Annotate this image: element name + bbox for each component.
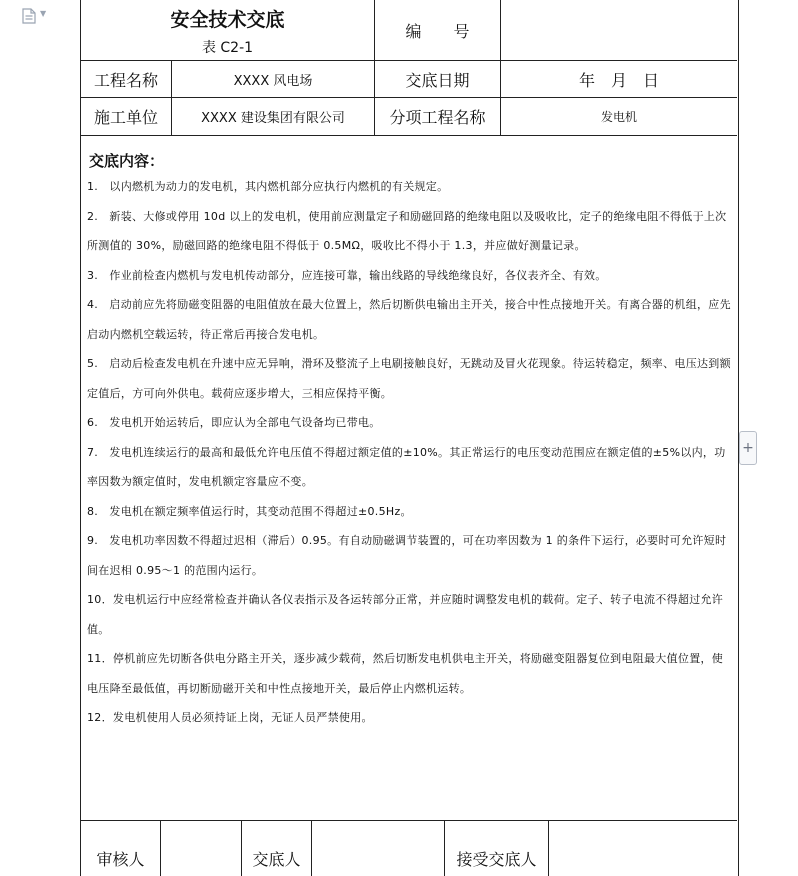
receiver-label: 接受交底人 [456,849,537,869]
number-value[interactable] [501,0,737,60]
content-item: 5. 启动后检查发电机在升速中应无异响，滑环及整流子上电刷接触良好，无跳动及冒火花现象。待运转稳定，频率、电压达到额定值后，方可向外供电。载荷应逐步增大，三相应保持平衡。 [87,357,731,400]
content-item: 12．发电机使用人员必须持证上岗，无证人员严禁使用。 [87,711,373,724]
content-heading: 交底内容： [89,152,165,170]
content-item: 10．发电机运行中应经常检查并确认各仪表指示及各运转部分正常，并应随时调整发电机的载荷。定子、转子电流不得超过允许值。 [87,593,724,636]
subproject-value[interactable]: 发电机 [600,110,637,124]
content-item: 6. 发电机开始运转后，即应认为全部电气设备均已带电。 [87,416,381,429]
contractor-label: 施工单位 [93,108,158,127]
content-item: 1. 以内燃机为动力的发电机，其内燃机部分应执行内燃机的有关规定。 [87,180,449,193]
row-divider [80,820,737,821]
project-name-label: 工程名称 [93,70,158,90]
number-label: 编 号 [405,21,470,41]
form-code: 表 C2-1 [201,40,254,56]
project-name-value[interactable]: XXXX 风电场 [233,73,313,89]
content-item: 2. 新装、大修或停用 10d 以上的发电机，使用前应测量定子和励磁回路的绝缘电阻以及吸收比，定子的绝缘电阻不得低于上次所测值的 30%，励磁回路的绝缘电阻不得低于 0.5MΩ，吸收比不得小于 1.3，并应做好测量记录。 [87,209,727,252]
expand-panel-button[interactable]: + [739,431,757,465]
content-item: 8. 发电机在额定频率值运行时，其变动范围不得超过±0.5Hz。 [87,504,412,518]
content-item: 3. 作业前检查内燃机与发电机传动部分，应连接可靠，输出线路的导线绝缘良好，各仪表齐全、有效。 [87,268,607,282]
content-item: 4. 启动前应先将励磁变阻器的电阻值放在最大位置上，然后切断供电输出主开关，接合中性点接地开关。有离合器的机组，应先启动内燃机空载运转，待正常后再接合发电机。 [87,298,731,341]
reviewer-value[interactable] [161,840,241,876]
content-body[interactable] [87,172,732,733]
date-value[interactable]: 年 月 日 [578,70,659,90]
presenter-label: 交底人 [252,849,301,869]
presenter-value[interactable] [312,840,444,876]
date-label: 交底日期 [405,70,470,90]
content-item: 11．停机前应先切断各供电分路主开关，逐步减少载荷，然后切断发电机供电主开关，将励磁变阻器复位到电阻最大值位置，使电压降至最低值，再切断励磁开关和中性点接地开关，最后停止内燃机运转。 [87,652,724,695]
receiver-value[interactable] [549,840,737,876]
document-icon[interactable] [22,8,36,24]
contractor-value[interactable]: XXXX 建设集团有限公司 [201,111,345,126]
content-item: 7. 发电机连续运行的最高和最低允许电压值不得超过额定值的±10%。其正常运行的电压变动范围应在额定值的±5%以内，功率因数为额定值时，发电机额定容量应不变。 [87,445,726,488]
reviewer-label: 审核人 [96,849,145,869]
subproject-label: 分项工程名称 [389,108,486,127]
form-title: 安全技术交底 [170,8,285,31]
content-item: 9. 发电机功率因数不得超过迟相（滞后）0.95。有自动励磁调节装置的，可在功率因数为 1 的条件下运行，必要时可允许短时间在迟相 0.95～1 的范围内运行。 [87,534,727,577]
chevron-down-icon[interactable]: ▼ [40,9,47,18]
row-divider [80,135,737,136]
